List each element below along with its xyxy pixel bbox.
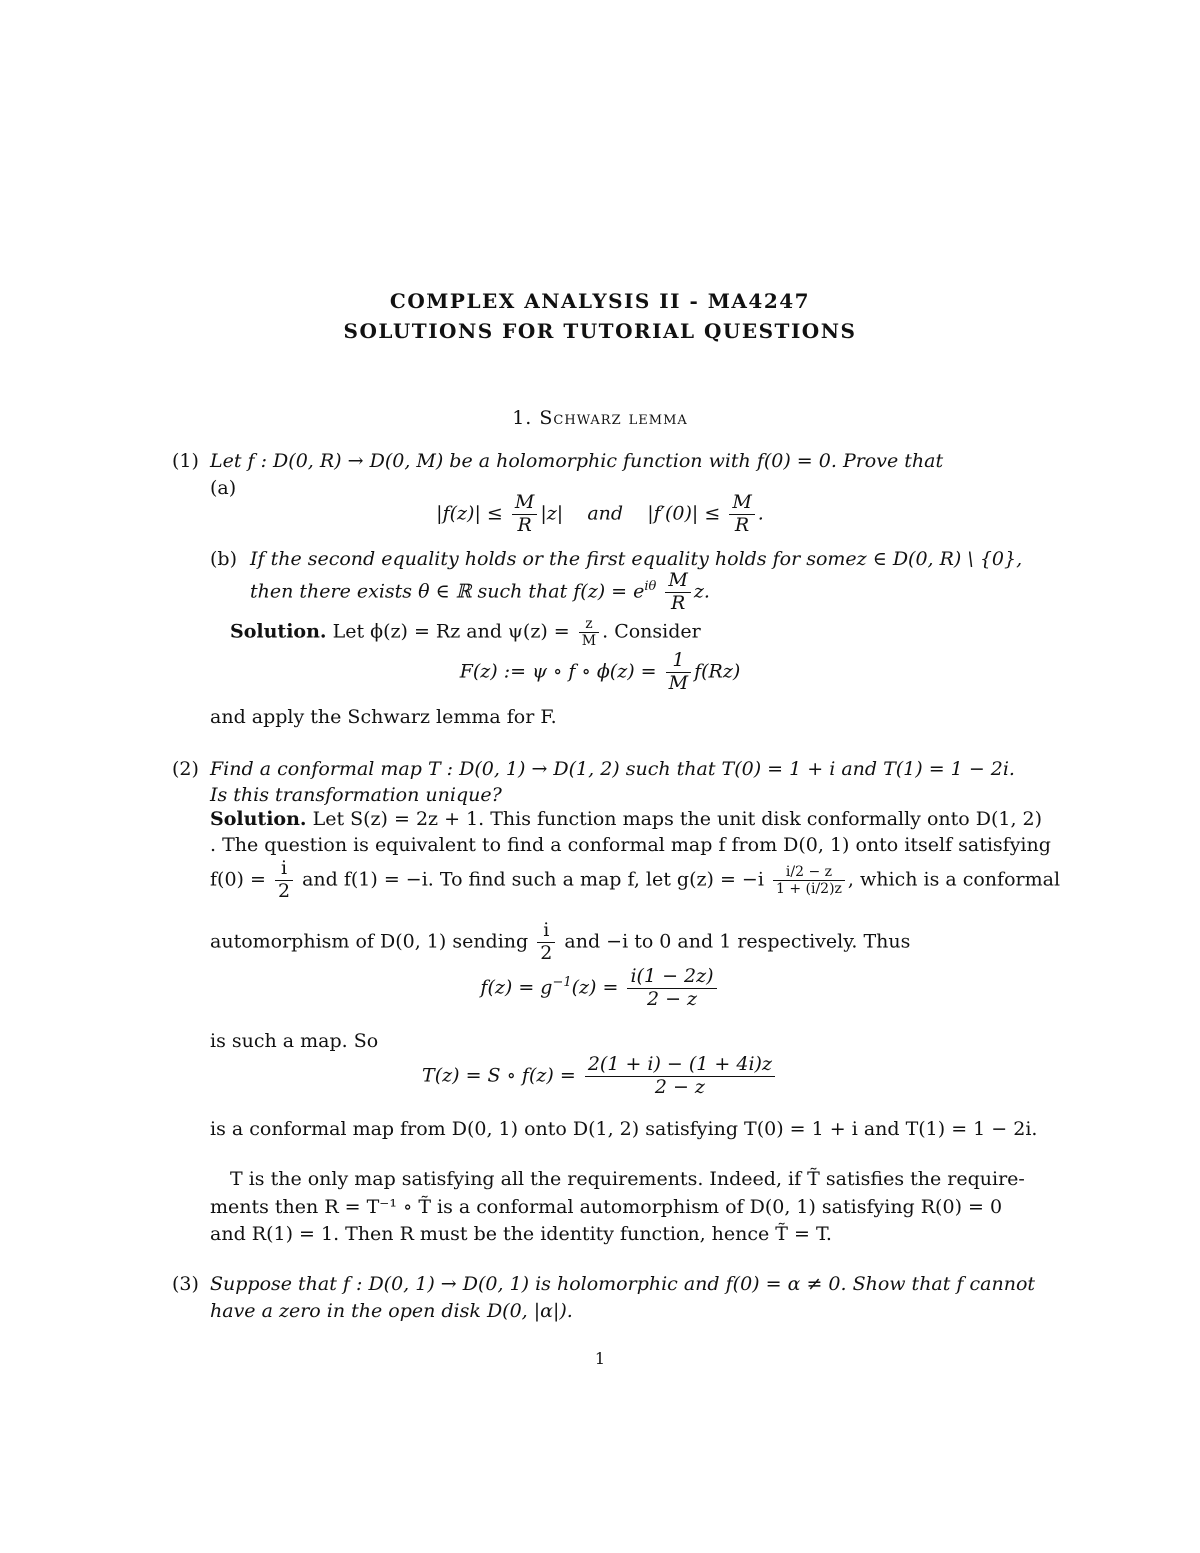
frac-numerator: M <box>665 570 690 593</box>
q3-number: (3) <box>172 1273 199 1295</box>
frac-denominator: 1 + (i/2)z <box>775 880 842 897</box>
eq-T-left: T(z) = S ∘ f(z) = <box>422 1064 576 1087</box>
section-heading <box>0 405 1200 431</box>
eq-F-right: f(Rz) <box>694 660 741 683</box>
b-line2-fraction <box>665 570 690 615</box>
eq-a-mid: |z| <box>540 502 564 525</box>
q1-number: (1) <box>172 450 199 472</box>
frac-numerator: i(1 − 2z) <box>627 966 716 989</box>
q1-part-b-line2 <box>250 570 710 615</box>
eq-F-left: F(z) := ψ ∘ f ∘ ϕ(z) = <box>459 660 657 683</box>
frac-numerator: 1 <box>666 650 691 673</box>
q2-solution-line2: . The question is equivalent to find a conformal map f from D(0, 1) onto itself satisfying <box>210 834 1051 856</box>
q2-such-line: is such a map. So <box>210 1030 379 1052</box>
b-line2-pre: then there exists θ ∈ ℝ such that f(z) = e <box>250 580 645 603</box>
q2-uniqueness-line1: T is the only map satisfying all the requirements. Indeed, if T̃ satisfies the require- <box>230 1168 1025 1190</box>
eq-a-end: . <box>757 502 764 525</box>
q1-equation-F <box>0 650 1200 695</box>
q2-statement-line2: Is this transformation unique? <box>210 784 502 806</box>
q1-part-b-line1: If the second equality holds or the first equality holds for somez ∈ D(0, R) \ {0}, <box>250 548 1023 570</box>
section-number: 1. <box>512 407 533 429</box>
frac-denominator: 2 <box>277 879 291 902</box>
q2-solution-line1 <box>210 806 1042 832</box>
l4-fraction <box>537 920 555 965</box>
eq-a-left: |f(z)| ≤ <box>436 502 503 525</box>
q2-statement-line1: Find a conformal map T : D(0, 1) → D(1, 2) such that T(0) = 1 + i and T(1) = 1 − 2i. <box>210 758 1015 780</box>
solution-label: Solution. <box>210 808 307 830</box>
solution-text-end: . Consider <box>602 620 701 643</box>
section-title: Schwarz lemma <box>539 407 688 429</box>
l3-fraction-2 <box>773 864 845 897</box>
eq-a-fraction-2 <box>729 492 754 537</box>
frac-numerator: i/2 − z <box>773 864 845 881</box>
frac-numerator: z <box>579 616 599 633</box>
q2-equation-T <box>0 1054 1200 1099</box>
b-line2-sup: iθ <box>644 579 657 595</box>
l3-b: and f(1) = −i. To find such a map f, let g(z) = −i <box>302 868 764 891</box>
frac-numerator: i <box>275 858 293 881</box>
q2-uniqueness-line3: and R(1) = 1. Then R must be the identity function, hence T̃ = T. <box>210 1223 832 1245</box>
page-title-line2: SOLUTIONS FOR TUTORIAL QUESTIONS <box>343 319 857 343</box>
q2-solution-line3 <box>210 858 1060 903</box>
q3-statement-line2: have a zero in the open disk D(0, |α|). <box>210 1300 573 1322</box>
eq-f-sup: −1 <box>552 975 572 991</box>
frac-numerator: M <box>729 492 754 515</box>
l3-a: f(0) = <box>210 868 266 891</box>
q1-solution-line <box>230 616 701 649</box>
eq-F-fraction <box>666 650 691 695</box>
solution-text: Let S(z) = 2z + 1. This function maps the unit disk conformally onto D(1, 2) <box>312 808 1043 830</box>
q2-equation-f <box>0 966 1200 1011</box>
q1-part-a-label: (a) <box>210 477 237 499</box>
frac-denominator: 2 − z <box>646 987 698 1010</box>
frac-denominator: 2 − z <box>654 1075 705 1098</box>
q3-statement-line1: Suppose that f : D(0, 1) → D(0, 1) is holomorphic and f(0) = α ≠ 0. Show that f cannot <box>210 1273 1036 1295</box>
frac-denominator: M <box>668 671 689 694</box>
eq-f-mid: (z) = <box>571 976 619 999</box>
solution-fraction <box>579 616 599 649</box>
l3-fraction-1 <box>275 858 293 903</box>
l4-b: and −i to 0 and 1 respectively. Thus <box>564 930 911 953</box>
frac-denominator: 2 <box>540 941 553 964</box>
q2-number: (2) <box>172 758 199 780</box>
page-number: 1 <box>594 1349 606 1368</box>
eq-f-fraction <box>627 966 716 1011</box>
q1-part-b-label: (b) <box>210 548 237 570</box>
eq-a-fraction <box>512 492 537 537</box>
solution-label: Solution. <box>230 620 327 643</box>
q2-uniqueness-line2: ments then R = T⁻¹ ∘ T̃ is a conformal automorphism of D(0, 1) satisfying R(0) = 0 <box>210 1196 1003 1218</box>
frac-numerator: i <box>537 920 555 943</box>
l3-c: , which is a conformal <box>847 868 1061 891</box>
eq-T-fraction <box>585 1054 775 1099</box>
solution-text: Let ϕ(z) = Rz and ψ(z) = <box>332 620 570 643</box>
eq-a-right: |f′(0)| ≤ <box>647 502 721 525</box>
b-line2-post: z. <box>693 580 710 603</box>
eq-a-and: and <box>587 502 624 525</box>
frac-denominator: R <box>671 591 686 614</box>
frac-denominator: M <box>581 633 597 650</box>
frac-numerator: 2(1 + i) − (1 + 4i)z <box>585 1054 775 1077</box>
eq-f-left: f(z) = g <box>480 976 553 999</box>
page-title-line1: COMPLEX ANALYSIS II - MA4247 <box>389 289 811 313</box>
q1-equation-a <box>0 492 1200 537</box>
l4-a: automorphism of D(0, 1) sending <box>210 930 529 953</box>
q2-solution-line4 <box>210 920 910 965</box>
q1-statement: Let f : D(0, R) → D(0, M) be a holomorphic function with f(0) = 0. Prove that <box>210 450 944 472</box>
frac-numerator: M <box>512 492 537 515</box>
q1-final-line: and apply the Schwarz lemma for F. <box>210 706 557 728</box>
frac-denominator: R <box>734 513 750 536</box>
frac-denominator: R <box>517 513 532 536</box>
q2-conclusion: is a conformal map from D(0, 1) onto D(1, 2) satisfying T(0) = 1 + i and T(1) = 1 − 2i. <box>210 1118 1038 1140</box>
